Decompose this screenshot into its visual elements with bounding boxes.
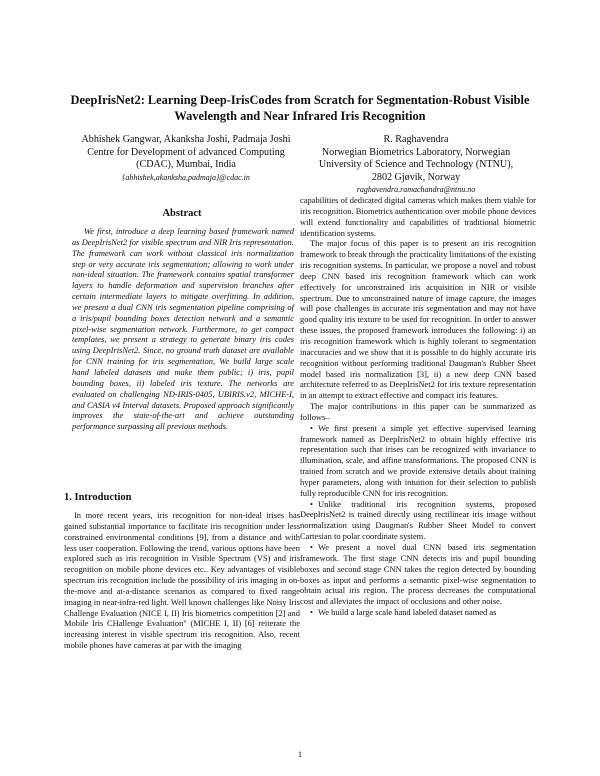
author-email: raghavendra.ramachandra@ntnu.no bbox=[356, 185, 476, 195]
bullet-icon: • bbox=[310, 498, 313, 509]
paragraph: The major focus of this paper is to present an iris recognition framework to break through the practicality limitations of the existing iris recognition systems. In particular, we propose a novel and robust deep CNN based iris recognition framework which can work effectively for unconstrained iris acquisition in NIR or visible spectrum. Due to unconstrained nature of image capture, the images will pose challenges in accurate iris segmentation and may not have good quality iris texture to be used for recognition. In order to answer these issues, the proposed framework introduces the following: i) an iris recognition framework which is highly tolerant to segmentation inaccuracies and we show that it is possible to do highly accurate iris recognition without performing traditional Daugman's Rubber Sheet model based iris normalization [3], ii) a new deep CNN based architecture referred to as DeepIrisNet2 for iris texture representation in an attempt to extract effective and compact iris features. bbox=[300, 238, 536, 401]
paragraph: The major contributions in this paper can be summarized as follows– bbox=[300, 401, 536, 422]
right-column bbox=[300, 195, 536, 618]
author-block-right bbox=[296, 134, 536, 196]
page-number: 1 bbox=[297, 749, 303, 759]
author-block-left bbox=[68, 134, 304, 184]
bullet-icon: • bbox=[310, 422, 313, 433]
author-affiliation: 2802 Gjøvik, Norway bbox=[371, 171, 461, 183]
author-names: R. Raghavendra bbox=[383, 134, 449, 145]
author-names: Abhishek Gangwar, Akanksha Joshi, Padmaja Joshi bbox=[81, 134, 291, 145]
list-item: • We present a novel dual CNN based iris segmentation framework. The first stage CNN detects iris and pupil bounding boxes and second stage CNN takes the region detected by bounding boxes as input and performs a semantic pixel-wise segmentation to obtain actual iris region. The process decreases the computational cost and alleviates the impact of occlusions and other noise. bbox=[300, 542, 536, 607]
bullet-icon: • bbox=[310, 542, 313, 552]
author-affiliation: Centre for Development of advanced Computing bbox=[87, 146, 285, 158]
list-item: • We build a large scale hand labeled dataset named as bbox=[310, 607, 497, 618]
author-email: {abhishek,akanksha,padmaja}@cdac.in bbox=[122, 172, 250, 182]
paragraph: capabilities of dedicated digital cameras which makes them viable for iris recognition. Biometrics authentication over mobile phone devices will extend functionality and capabilities of traditional biometric identification systems. bbox=[300, 195, 536, 238]
list-item: • We first present a simple yet effective supervised learning framework named as DeepIrisNet2 to obtain highly effective iris representation such that irises can be recognized with invariance to illumination, scale, and affine transformations. The proposed CNN is trained from scratch and we provide extensive details about training hyper parameters, along with intuition for their selection to publish fully reproducible CNN for iris recognition. bbox=[300, 422, 536, 498]
paper-title: DeepIrisNet2: Learning Deep-IrisCodes from Scratch for Segmentation-Robust Visible Wavelength and Near Infrared Iris Recognition bbox=[70, 93, 530, 123]
abstract-heading: Abstract bbox=[162, 208, 202, 219]
contributions-list bbox=[300, 423, 536, 618]
author-affiliation: University of Science and Technology (NTNU), bbox=[318, 159, 514, 171]
introduction-text: In more recent years, iris recognition for non-ideal irises has gained substantial importance to facilitate iris recognition under less constrained environmental conditions [9], from a distance and with less user cooperation. Following the trend, various options have been explored such as iris recognition in Visible Spectrum (VS) and iris recognition on mobile phone devices etc.. Key advantages of visible spectrum iris recognition include the possibility of iris imaging in on-the-move and at-a-distance scenarios as compared to fixed range imaging in near-infra-red light. Well known challenges like Noisy Iris Challenge Evaluation (NICE I, II) Iris biometrics competition [2] and Mobile Iris CHallenge Evaluation" (MICHE I, II) [6] reiterate the increasing interest in visible spectrum iris recognition. Also, recent mobile phones have cameras at par with the imaging bbox=[64, 510, 300, 651]
introduction-heading: 1. Introduction bbox=[64, 492, 132, 503]
list-item: • Unlike traditional iris recognition systems, proposed DeepIrisNet2 is trained directly using rectilinear iris image without normalization using Daugman's Rubber Sheet Model to convert Cartesian to polar coordinate system. bbox=[300, 498, 536, 542]
author-affiliation: (CDAC), Mumbai, India bbox=[136, 159, 236, 171]
author-affiliation: Norwegian Biometrics Laboratory, Norwegian bbox=[321, 146, 511, 158]
abstract-text: We first, introduce a deep learning based framework named as DeepIrisNet2 for visible spectrum and NIR Iris representation. The framework can work without classical iris normalization step or very accurate iris segmentation; allowing to work under non-ideal situation. The framework contains spatial transformer layers to handle deformation and supervision branches after certain intermediate layers to mitigate overfitting. In addition, we present a dual CNN iris segmentation pipeline comprising of a iris/pupil bounding boxes detection network and a semantic pixel-wise segmentation network. Furthermore, to get compact templates, we present a strategy to generate binary iris codes using DeepIrisNet2. Since, no ground truth dataset are available for CNN training for iris segmentation, We build large scale hand labeled datasets and make them public; i) iris, pupil bounding boxes, ii) labeled iris texture. The networks are evaluated on challenging ND-IRIS-0405, UBIRIS.v2, MICHE-I, and CASIA v4 Interval datasets. Proposed approach significantly improves the state-of-the-art and achieve outstanding performance surpassing all previous methods. bbox=[72, 226, 294, 432]
bullet-icon: • bbox=[310, 607, 313, 618]
